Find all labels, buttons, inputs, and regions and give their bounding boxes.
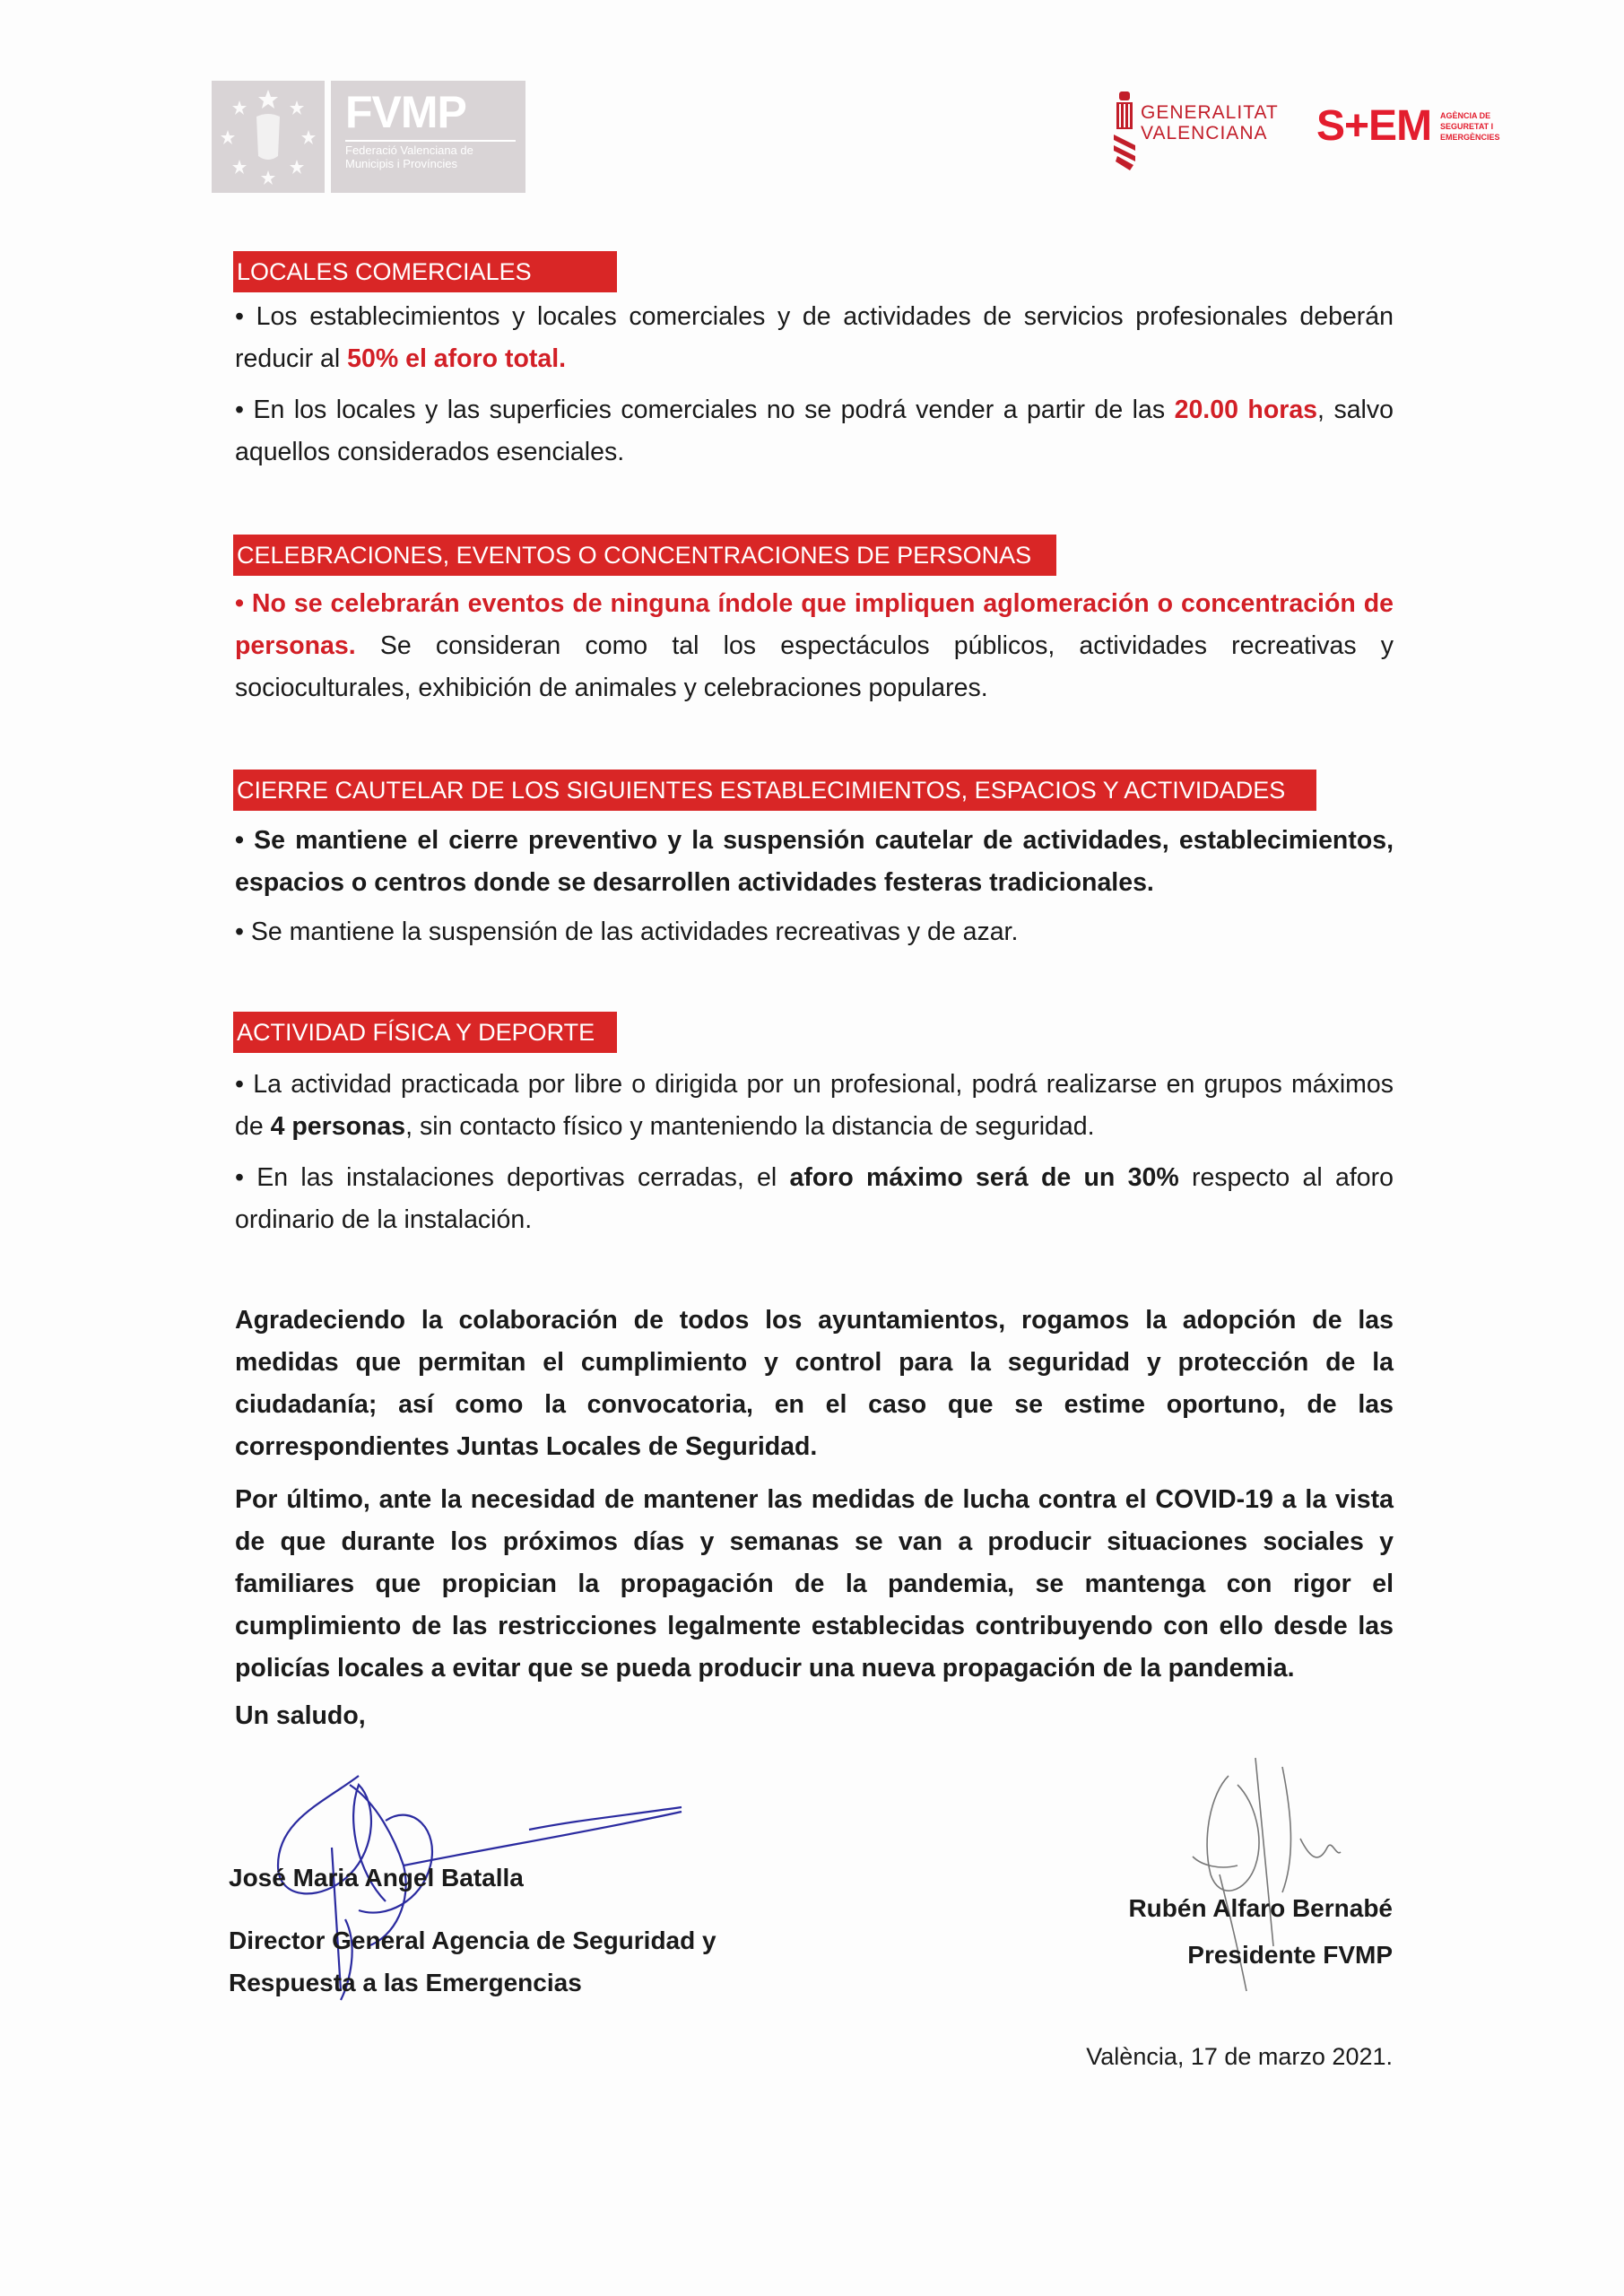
closing-paragraph-2: Por último, ante la necesidad de mantener las medidas de lucha contra el COVID-19 a la vista de que durante los próximos días y semanas se van a producir situaciones sociales y familiares que propician la propagación de la pandemia, se mantenga con rigor el cumplimiento de las restricciones legalmente establecidas contribuyendo con ello desde las policías locales a evitar que se pueda producir una nueva propagación de la pandemia.: [235, 1485, 1394, 1683]
section-cierre-paragraph-1: • Se mantiene el cierre preventivo y la suspensión cautelar de actividades, establecimientos, espacios o centros donde se desarrollen actividades festeras tradicionales.: [235, 826, 1394, 897]
greeting: Un saludo,: [235, 1701, 366, 1730]
section-actividad-paragraph-2: [235, 1157, 1394, 1241]
section-heading-locales: LOCALES COMERCIALES: [233, 251, 617, 292]
fvmp-logo-subtitle: Federació Valenciana de Municipis i Províncies: [345, 144, 473, 170]
section-celebraciones-highlight: • No se celebrarán eventos de ninguna índole que impliquen aglomeración o concentración de personas.: [235, 589, 1394, 660]
signer-right-role: Presidente FVMP: [1187, 1941, 1393, 1969]
section-heading-cierre: CIERRE CAUTELAR DE LOS SIGUIENTES ESTABLECIMIENTOS, ESPACIOS Y ACTIVIDADES: [233, 770, 1316, 811]
generalitat-logo-line-2: VALENCIANA: [1141, 123, 1268, 144]
section-celebraciones-paragraph: [235, 583, 1394, 709]
sem-logo: [1316, 103, 1514, 157]
fvmp-logo: [212, 81, 525, 193]
section-celebraciones-text: Se consideran como tal los espectáculos públicos, actividades recreativas y socioculturales, exhibición de animales y celebraciones populares.: [235, 631, 1394, 702]
section-cierre-paragraph-2: • Se mantiene la suspensión de las actividades recreativas y de azar.: [235, 918, 1019, 946]
generalitat-emblem-icon: [1112, 90, 1139, 170]
section-locales-p2-highlight: 20.00 horas: [1174, 396, 1318, 424]
star-emblem-icon: [212, 81, 325, 193]
signer-left-role: [229, 1919, 716, 2004]
section-actividad-p2-text: • En las instalaciones deportivas cerradas, el: [235, 1163, 790, 1192]
sem-logo-text: AGÈNCIA DE SEGURETAT I EMERGÈNCIES: [1440, 111, 1500, 142]
section-locales-p1-text: • Los establecimientos y locales comerciales y de actividades de servicios profesionales deberán reducir al: [235, 302, 1394, 373]
section-locales-p2-text: • En los locales y las superficies comerciales no se podrá vender a partir de las: [235, 396, 1175, 424]
document-date: València, 17 de marzo 2021.: [1086, 2043, 1393, 2070]
section-actividad-p2-bold: aforo máximo será de un 30%: [789, 1163, 1179, 1192]
generalitat-logo: [1112, 90, 1279, 170]
fvmp-logo-divider: [345, 140, 516, 142]
section-locales-paragraph-1: [235, 296, 1394, 380]
fvmp-wordmark: [331, 81, 525, 193]
generalitat-logo-text: [1141, 102, 1279, 144]
generalitat-logo-line-1: GENERALITAT: [1141, 102, 1279, 123]
closing-paragraph-1: Agradeciendo la colaboración de todos los ayuntamientos, rogamos la adopción de las medidas que permitan el cumplimiento y control para la seguridad y protección de la ciudadanía; así como la convocatoria, en el caso que se estime oportuno, de las correspondientes Juntas Locales de Seguridad.: [235, 1306, 1394, 1461]
section-actividad-p1-bold: 4 personas: [270, 1112, 406, 1141]
section-actividad-p1-tail: , sin contacto físico y manteniendo la distancia de seguridad.: [405, 1112, 1095, 1141]
section-heading-celebraciones: CELEBRACIONES, EVENTOS O CONCENTRACIONES DE PERSONAS: [233, 535, 1056, 576]
signer-right-name: Rubén Alfaro Bernabé: [1128, 1894, 1393, 1922]
section-actividad-p2-tail: respecto al aforo ordinario de la instalación.: [235, 1163, 1394, 1234]
signer-left-name: José Maria Angel Batalla: [229, 1864, 524, 1892]
fvmp-logo-title: FVMP: [345, 87, 466, 137]
signature-block-right: [944, 1887, 1393, 1977]
section-actividad-p1-text: • La actividad practicada por libre o dirigida por un profesional, podrá realizarse en grupos máximos de: [235, 1070, 1394, 1141]
section-locales-p2-tail: , salvo aquellos considerados esenciales.: [235, 396, 1394, 466]
signer-left-role-line-1: Director General Agencia de Seguridad y: [229, 1926, 716, 1954]
sem-logo-mark: S+EM: [1316, 102, 1432, 150]
section-heading-actividad: ACTIVIDAD FÍSICA Y DEPORTE: [233, 1012, 617, 1053]
signer-left-role-line-2: Respuesta a las Emergencias: [229, 1969, 582, 1996]
section-locales-p1-highlight: 50% el aforo total.: [347, 344, 567, 373]
section-locales-paragraph-2: [235, 389, 1394, 474]
section-actividad-paragraph-1: [235, 1064, 1394, 1148]
